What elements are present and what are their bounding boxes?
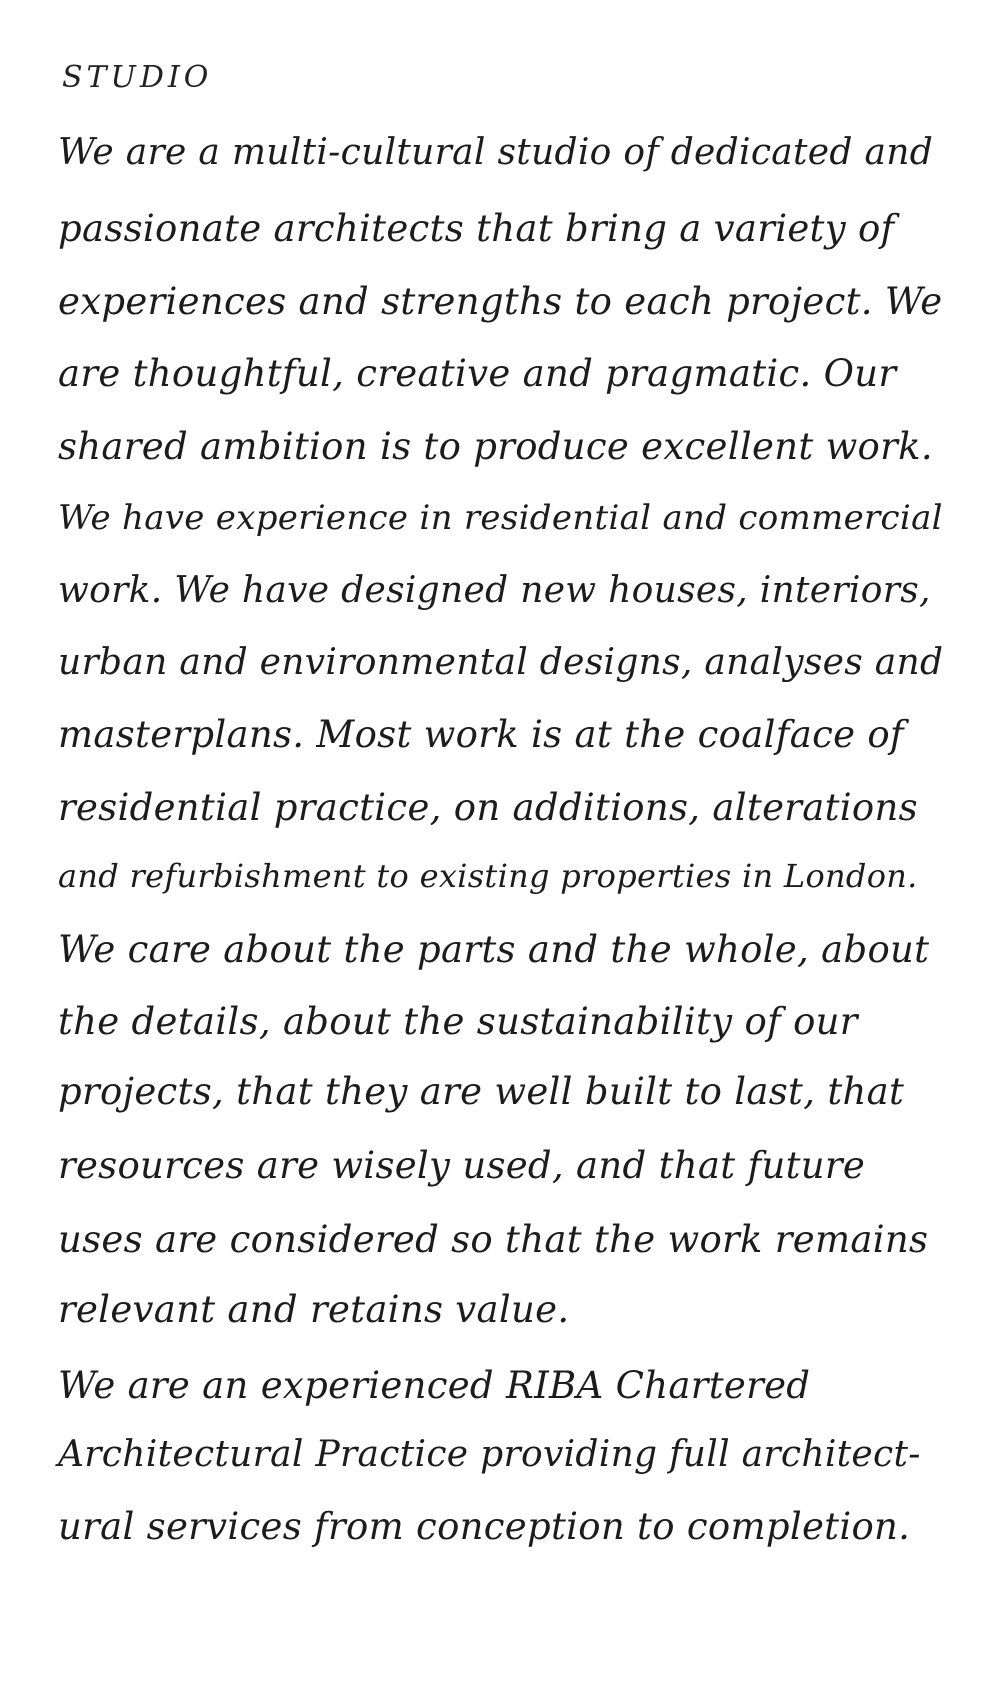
text-line: uses are considered so that the work remains	[58, 1218, 929, 1261]
text-line: We are a multi-cultural studio of dedicated and	[58, 132, 934, 173]
text-line: urban and environmental designs, analyses and	[58, 642, 944, 683]
text-line: and refurbishment to existing properties in London.	[58, 857, 918, 895]
text-line: We are an experienced RIBA Chartered	[58, 1364, 811, 1407]
text-line: projects, that they are well built to last, that	[58, 1070, 905, 1113]
text-line: masterplans. Most work is at the coalface of	[58, 713, 904, 756]
text-line: experiences and strengths to each project. We	[58, 280, 943, 323]
text-line: work. We have designed new houses, interiors,	[58, 570, 931, 611]
page-heading: STUDIO	[62, 60, 213, 95]
text-line: residential practice, on additions, alterations	[58, 786, 918, 829]
text-line: We care about the parts and the whole, about	[58, 928, 930, 971]
text-line: the details, about the sustainability of our	[58, 1000, 858, 1043]
text-line: passionate architects that bring a variety of	[58, 207, 895, 250]
text-line: shared ambition is to produce excellent work.	[58, 425, 933, 468]
text-line: are thoughtful, creative and pragmatic. Our	[58, 352, 897, 395]
text-line: Architectural Practice providing full architect-	[58, 1434, 921, 1475]
text-line: We have experience in residential and commercial	[58, 498, 943, 538]
text-line: relevant and retains value.	[58, 1288, 570, 1331]
text-line: ural services from conception to completion.	[58, 1505, 911, 1548]
text-line: resources are wisely used, and that future	[58, 1144, 866, 1187]
